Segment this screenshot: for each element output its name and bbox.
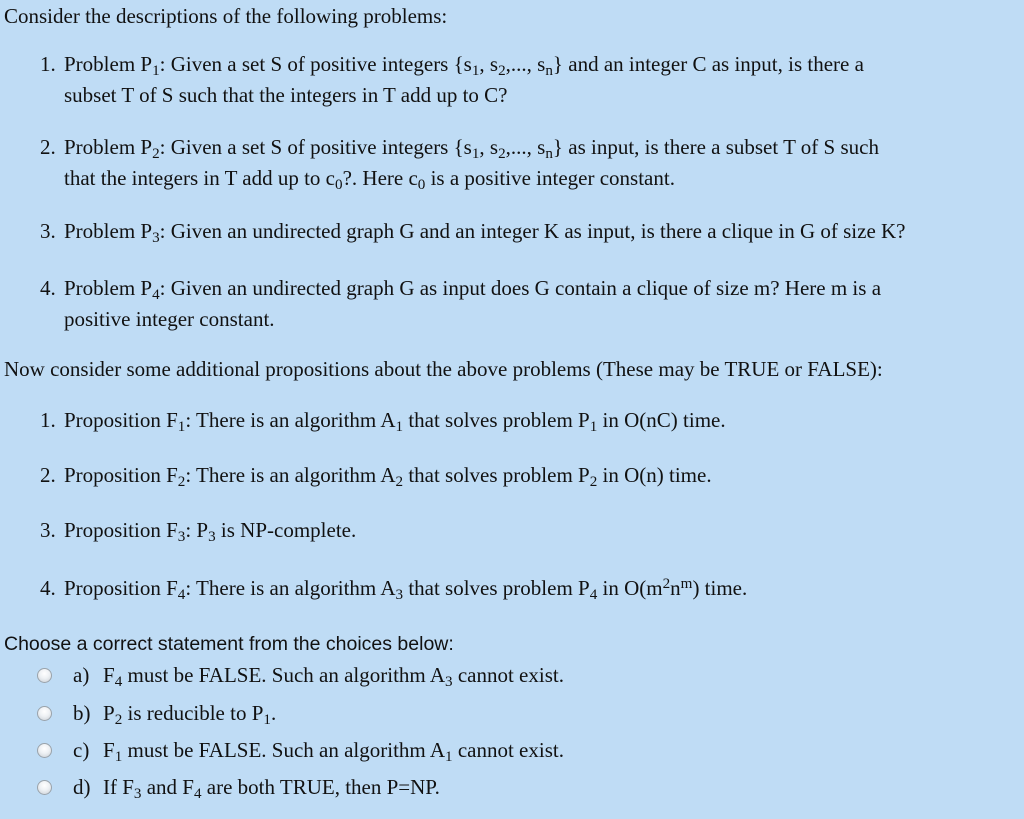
radio-button-a[interactable]	[37, 668, 52, 683]
propositions-intro: Now consider some additional propositions about the above problems (These may be TRUE or FALSE):	[4, 357, 883, 381]
proposition-2: 2. Proposition $F_2$: There is an algorithm $A_2$ that solves problem $P_2$ in O(n) time.	[40, 463, 712, 491]
problem-number: 3.	[40, 219, 56, 243]
choose-prompt: Choose a correct statement from the choices below:	[4, 633, 454, 655]
intro-text: Consider the descriptions of the following problems:	[4, 4, 448, 28]
radio-button-c[interactable]	[37, 743, 52, 758]
problem-4-line-1: 4. Problem $P_4$: Given an undirected graph G as input does G contain a clique of size m? Here m is a	[40, 276, 882, 304]
problem-2-line-2: that the integers in T add up to $c_0$?. Here $c_0$ is a positive integer constant.	[64, 166, 675, 194]
problem-4-line-2: positive integer constant.	[64, 307, 275, 331]
choice-c[interactable]: c) $F_1$ must be FALSE. Such an algorithm $A_1$ cannot exist.	[73, 738, 564, 766]
choice-a[interactable]: a) $F_4$ must be FALSE. Such an algorithm $A_3$ cannot exist.	[73, 663, 564, 691]
choice-b[interactable]: b) $P_2$ is reducible to $P_1$.	[73, 701, 277, 729]
proposition-4: 4. Proposition $F_4$: There is an algorithm $A_3$ that solves problem $P_4$ in $O(m^2n^m)$ time.	[40, 576, 748, 604]
problem-number: 2.	[40, 135, 56, 159]
problem-number: 4.	[40, 276, 56, 300]
proposition-1: 1. Proposition $F_1$: There is an algorithm $A_1$ that solves problem $P_1$ in O(nC) time.	[40, 408, 726, 436]
radio-button-d[interactable]	[37, 780, 52, 795]
problem-1-line-1: 1. Problem $P_1$: Given a set S of positive integers {$s_1$, $s_2$,..., $s_n$} and an integer C as input, is there a	[40, 52, 864, 80]
problem-2-line-1: 2. Problem $P_2$: Given a set S of positive integers {$s_1$, $s_2$,..., $s_n$} as input, is there a subset T of S such	[40, 135, 879, 163]
proposition-3: 3. Proposition $F_3$: $P_3$ is NP-complete.	[40, 518, 357, 546]
radio-button-b[interactable]	[37, 706, 52, 721]
problem-3-line-1: 3. Problem $P_3$: Given an undirected graph G and an integer K as input, is there a clique in G of size K?	[40, 219, 906, 247]
choice-d[interactable]: d) If $F_3$ and $F_4$ are both TRUE, then P=NP.	[73, 775, 440, 803]
problem-1-line-2: subset T of S such that the integers in T add up to C?	[64, 83, 508, 107]
problem-number: 1.	[40, 52, 56, 76]
